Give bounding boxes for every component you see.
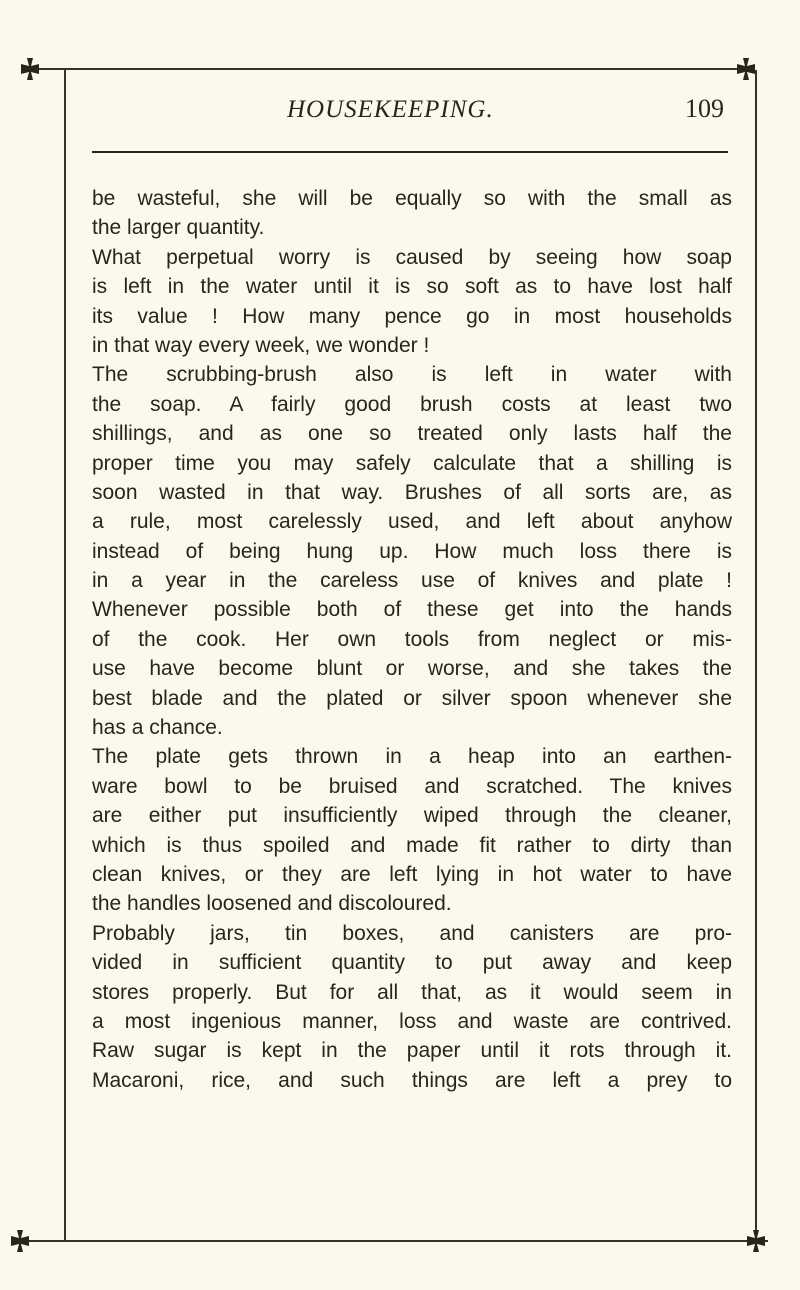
border-bottom-rule [20,1240,768,1242]
text-line: a most ingenious manner, loss and waste are contrived. [92,1009,732,1033]
text-line: is left in the water until it is so soft as to have lost half [92,275,732,299]
text-line: in that way every week, we wonder ! [92,333,430,357]
border-top-rule [30,68,748,70]
page-number: 109 [685,94,724,123]
text-line: clean knives, or they are left lying in hot water to have [92,862,732,886]
text-line: Raw sugar is kept in the paper until it rots through it. [92,1039,732,1063]
text-line: has a chance. [92,716,223,740]
text-line: What perpetual worry is caused by seeing how soap [92,245,732,269]
body-text [92,184,732,1095]
border-left-rule [64,70,66,1242]
text-line: in a year in the careless use of knives and plate ! [92,569,732,593]
text-line: stores properly. But for all that, as it would seem in [92,980,732,1004]
text-line: ware bowl to be bruised and scratched. The knives [92,774,732,798]
text-line: which is thus spoiled and made fit rather to dirty than [92,833,732,857]
text-line: a rule, most carelessly used, and left about anyhow [92,510,732,534]
cross-pattee-icon [9,1230,31,1252]
text-line: best blade and the plated or silver spoon whenever she [92,686,732,710]
text-line: the larger quantity. [92,216,265,240]
cross-pattee-icon [745,1230,767,1252]
text-line: the soap. A fairly good brush costs at least two [92,392,732,416]
text-line: instead of being hung up. How much loss there is [92,539,732,563]
cross-pattee-icon [735,58,757,80]
text-line: of the cook. Her own tools from neglect or mis- [92,627,732,651]
border-right-rule [755,70,757,1242]
text-line: Probably jars, tin boxes, and canisters are pro- [92,921,732,945]
text-line: proper time you may safely calculate that a shilling is [92,451,732,475]
text-line: Whenever possible both of these get into the hands [92,598,732,622]
text-line: its value ! How many pence go in most households [92,304,732,328]
header-rule [92,151,728,153]
running-head [92,92,728,132]
text-line: The plate gets thrown in a heap into an earthen- [92,745,732,769]
text-line: the handles loosened and discoloured. [92,892,452,916]
text-line: use have become blunt or worse, and she takes the [92,657,732,681]
text-line: The scrubbing-brush also is left in water with [92,363,732,387]
running-title: HOUSEKEEPING. [287,96,494,123]
cross-pattee-icon [19,58,41,80]
text-line: are either put insufficiently wiped through the cleaner, [92,804,732,828]
text-line: Macaroni, rice, and such things are left a prey to [92,1068,732,1092]
text-line: soon wasted in that way. Brushes of all sorts are, as [92,480,732,504]
text-line: shillings, and as one so treated only lasts half the [92,422,732,446]
text-line: vided in sufficient quantity to put away and keep [92,951,732,975]
text-line: be wasteful, she will be equally so with the small as [92,187,732,210]
